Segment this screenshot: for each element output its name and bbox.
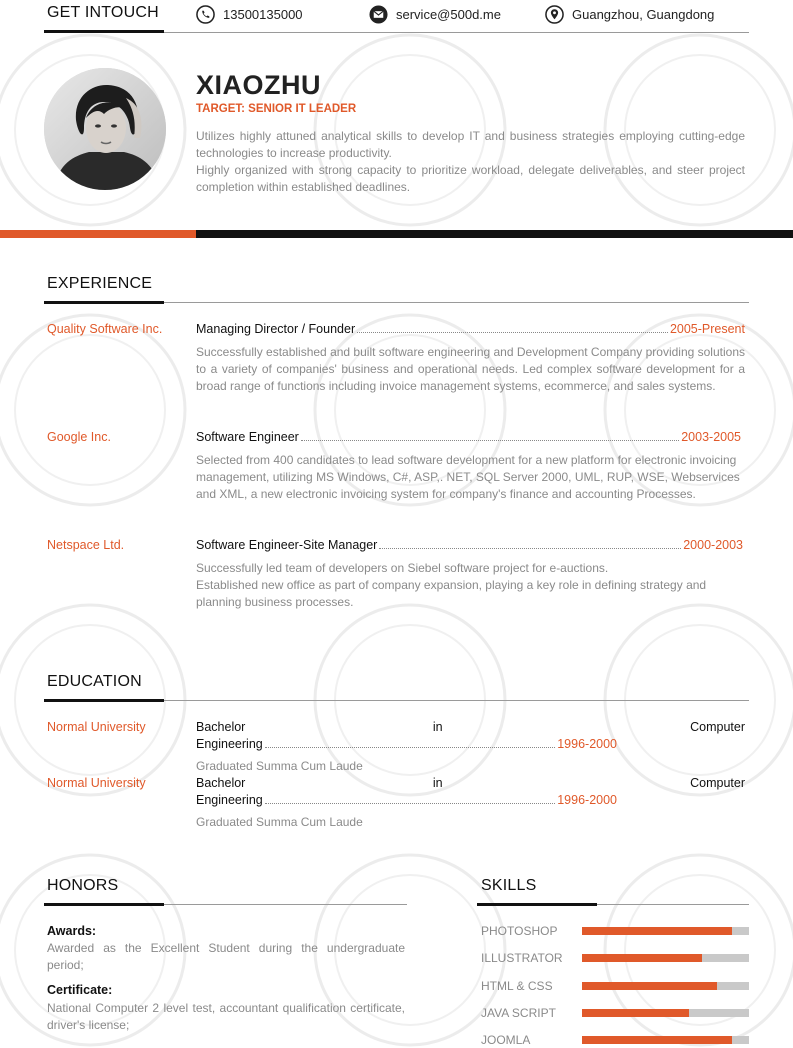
honors-section-title: HONORS	[47, 877, 119, 894]
experience-title-line	[196, 538, 743, 552]
honors-divider	[164, 904, 407, 905]
skill-name: HTML & CSS	[481, 979, 553, 993]
skill-bar-fill	[582, 927, 732, 935]
experience-period: 2005-Present	[669, 322, 745, 336]
education-title-bar	[44, 699, 164, 702]
experience-title-line	[196, 322, 745, 336]
job-target: TARGET: SENIOR IT LEADER	[196, 103, 357, 115]
education-note: Graduated Summa Cum Laude	[196, 759, 363, 773]
avatar	[44, 68, 166, 190]
experience-role: Software Engineer	[196, 430, 299, 444]
contact-phone	[196, 5, 303, 24]
education-period: 1996-2000	[557, 737, 617, 751]
education-school: Normal University	[47, 776, 146, 790]
certificate-text: National Computer 2 level test, accountant qualification certificate, driver's license;	[47, 1001, 405, 1032]
skills-title-bar	[477, 903, 597, 906]
skill-bar	[582, 927, 749, 935]
experience-description-line: Successfully led team of developers on Siebel software project for e-auctions.	[196, 561, 609, 575]
portrait-photo	[44, 68, 166, 190]
skill-bar	[582, 982, 749, 990]
experience-section-title: EXPERIENCE	[47, 275, 153, 292]
accent-bar-black	[196, 230, 793, 238]
email-icon	[369, 5, 388, 24]
skill-name: JAVA SCRIPT	[481, 1006, 556, 1020]
honors-title-bar	[44, 903, 164, 906]
summary-paragraph: Utilizes highly attuned analytical skills to develop IT and business strategies employing cutting-edge technologies to increase productivity.	[196, 129, 745, 160]
dotted-leader	[357, 332, 668, 333]
experience-title-line	[196, 430, 741, 444]
candidate-name: XIAOZHU	[196, 70, 321, 100]
phone-value: 13500135000	[223, 7, 303, 22]
experience-company: Quality Software Inc.	[47, 322, 163, 336]
education-section-title: EDUCATION	[47, 673, 142, 690]
education-degree: Bachelor	[196, 776, 246, 790]
summary-paragraph: Highly organized with strong capacity to prioritize workload, delegate deliverables, and steer project completion within established deadlines.	[196, 163, 745, 194]
experience-description: Successfully established and built software engineering and Development Company providing solutions to a variety of companies' business and operational needs. Led complex software development for a broad range of functions including invoice management systems, ecommerce, and sales systems.	[196, 345, 745, 393]
education-field: Engineering	[196, 793, 263, 807]
skill-bar	[582, 1009, 749, 1017]
skills-divider	[597, 904, 749, 905]
contact-location	[545, 5, 714, 24]
phone-icon	[196, 5, 215, 24]
education-note: Graduated Summa Cum Laude	[196, 815, 363, 829]
accent-bar-orange	[0, 230, 196, 238]
experience-period: 2000-2003	[683, 538, 743, 552]
skill-name: ILLUSTRATOR	[481, 951, 563, 965]
skill-bar	[582, 1036, 749, 1044]
education-field-line	[196, 793, 617, 807]
skill-bar-fill	[582, 1036, 732, 1044]
skill-name: PHOTOSHOP	[481, 924, 558, 938]
location-value: Guangzhou, Guangdong	[572, 7, 715, 22]
education-major: Computer	[690, 776, 745, 790]
awards-label: Awards:	[47, 924, 97, 938]
experience-period: 2003-2005	[681, 430, 741, 444]
contact-email	[369, 5, 501, 24]
contact-divider	[164, 32, 749, 33]
skill-bar-fill	[582, 954, 702, 962]
awards-text: Awarded as the Excellent Student during the undergraduate period;	[47, 941, 405, 972]
skills-section-title: SKILLS	[481, 877, 537, 894]
education-degree-line	[196, 720, 745, 734]
certificate-label: Certificate:	[47, 983, 113, 997]
profile-summary	[196, 128, 745, 196]
experience-role: Software Engineer-Site Manager	[196, 538, 378, 552]
experience-company: Netspace Ltd.	[47, 538, 125, 552]
experience-divider	[164, 302, 749, 303]
experience-description	[196, 560, 726, 611]
education-in: in	[432, 776, 443, 790]
skill-bar-fill	[582, 1009, 689, 1017]
dotted-leader	[265, 803, 556, 804]
experience-description: Selected from 400 candidates to lead software development for a new platform for electronic invoicing management, utilizing MS Windows, C#, ASP,. NET, SQL Server 2000, UML, RUP, WSE, Webservices and XML, a new electronic invoicing system for company's finance and accounting Processes.	[196, 453, 740, 501]
dotted-leader	[301, 440, 679, 441]
experience-company: Google Inc.	[47, 430, 111, 444]
contact-title-bar	[44, 30, 164, 33]
education-major: Computer	[690, 720, 745, 734]
education-school: Normal University	[47, 720, 146, 734]
experience-title-bar	[44, 301, 164, 304]
education-degree: Bachelor	[196, 720, 246, 734]
email-value: service@500d.me	[396, 7, 501, 22]
dotted-leader	[265, 747, 556, 748]
contact-section-title: GET INTOUCH	[47, 4, 159, 21]
experience-description-line: Established new office as part of company expansion, playing a key role in defining strategy and planning business processes.	[196, 578, 707, 609]
skill-bar	[582, 954, 749, 962]
education-divider	[164, 700, 749, 701]
education-field-line	[196, 737, 617, 751]
education-field: Engineering	[196, 737, 263, 751]
education-degree-line	[196, 776, 745, 790]
experience-role: Managing Director / Founder	[196, 322, 356, 336]
skill-name: JOOMLA	[481, 1033, 531, 1047]
skill-bar-fill	[582, 982, 717, 990]
dotted-leader	[379, 548, 681, 549]
education-period: 1996-2000	[557, 793, 617, 807]
education-in: in	[432, 720, 443, 734]
location-icon	[545, 5, 564, 24]
